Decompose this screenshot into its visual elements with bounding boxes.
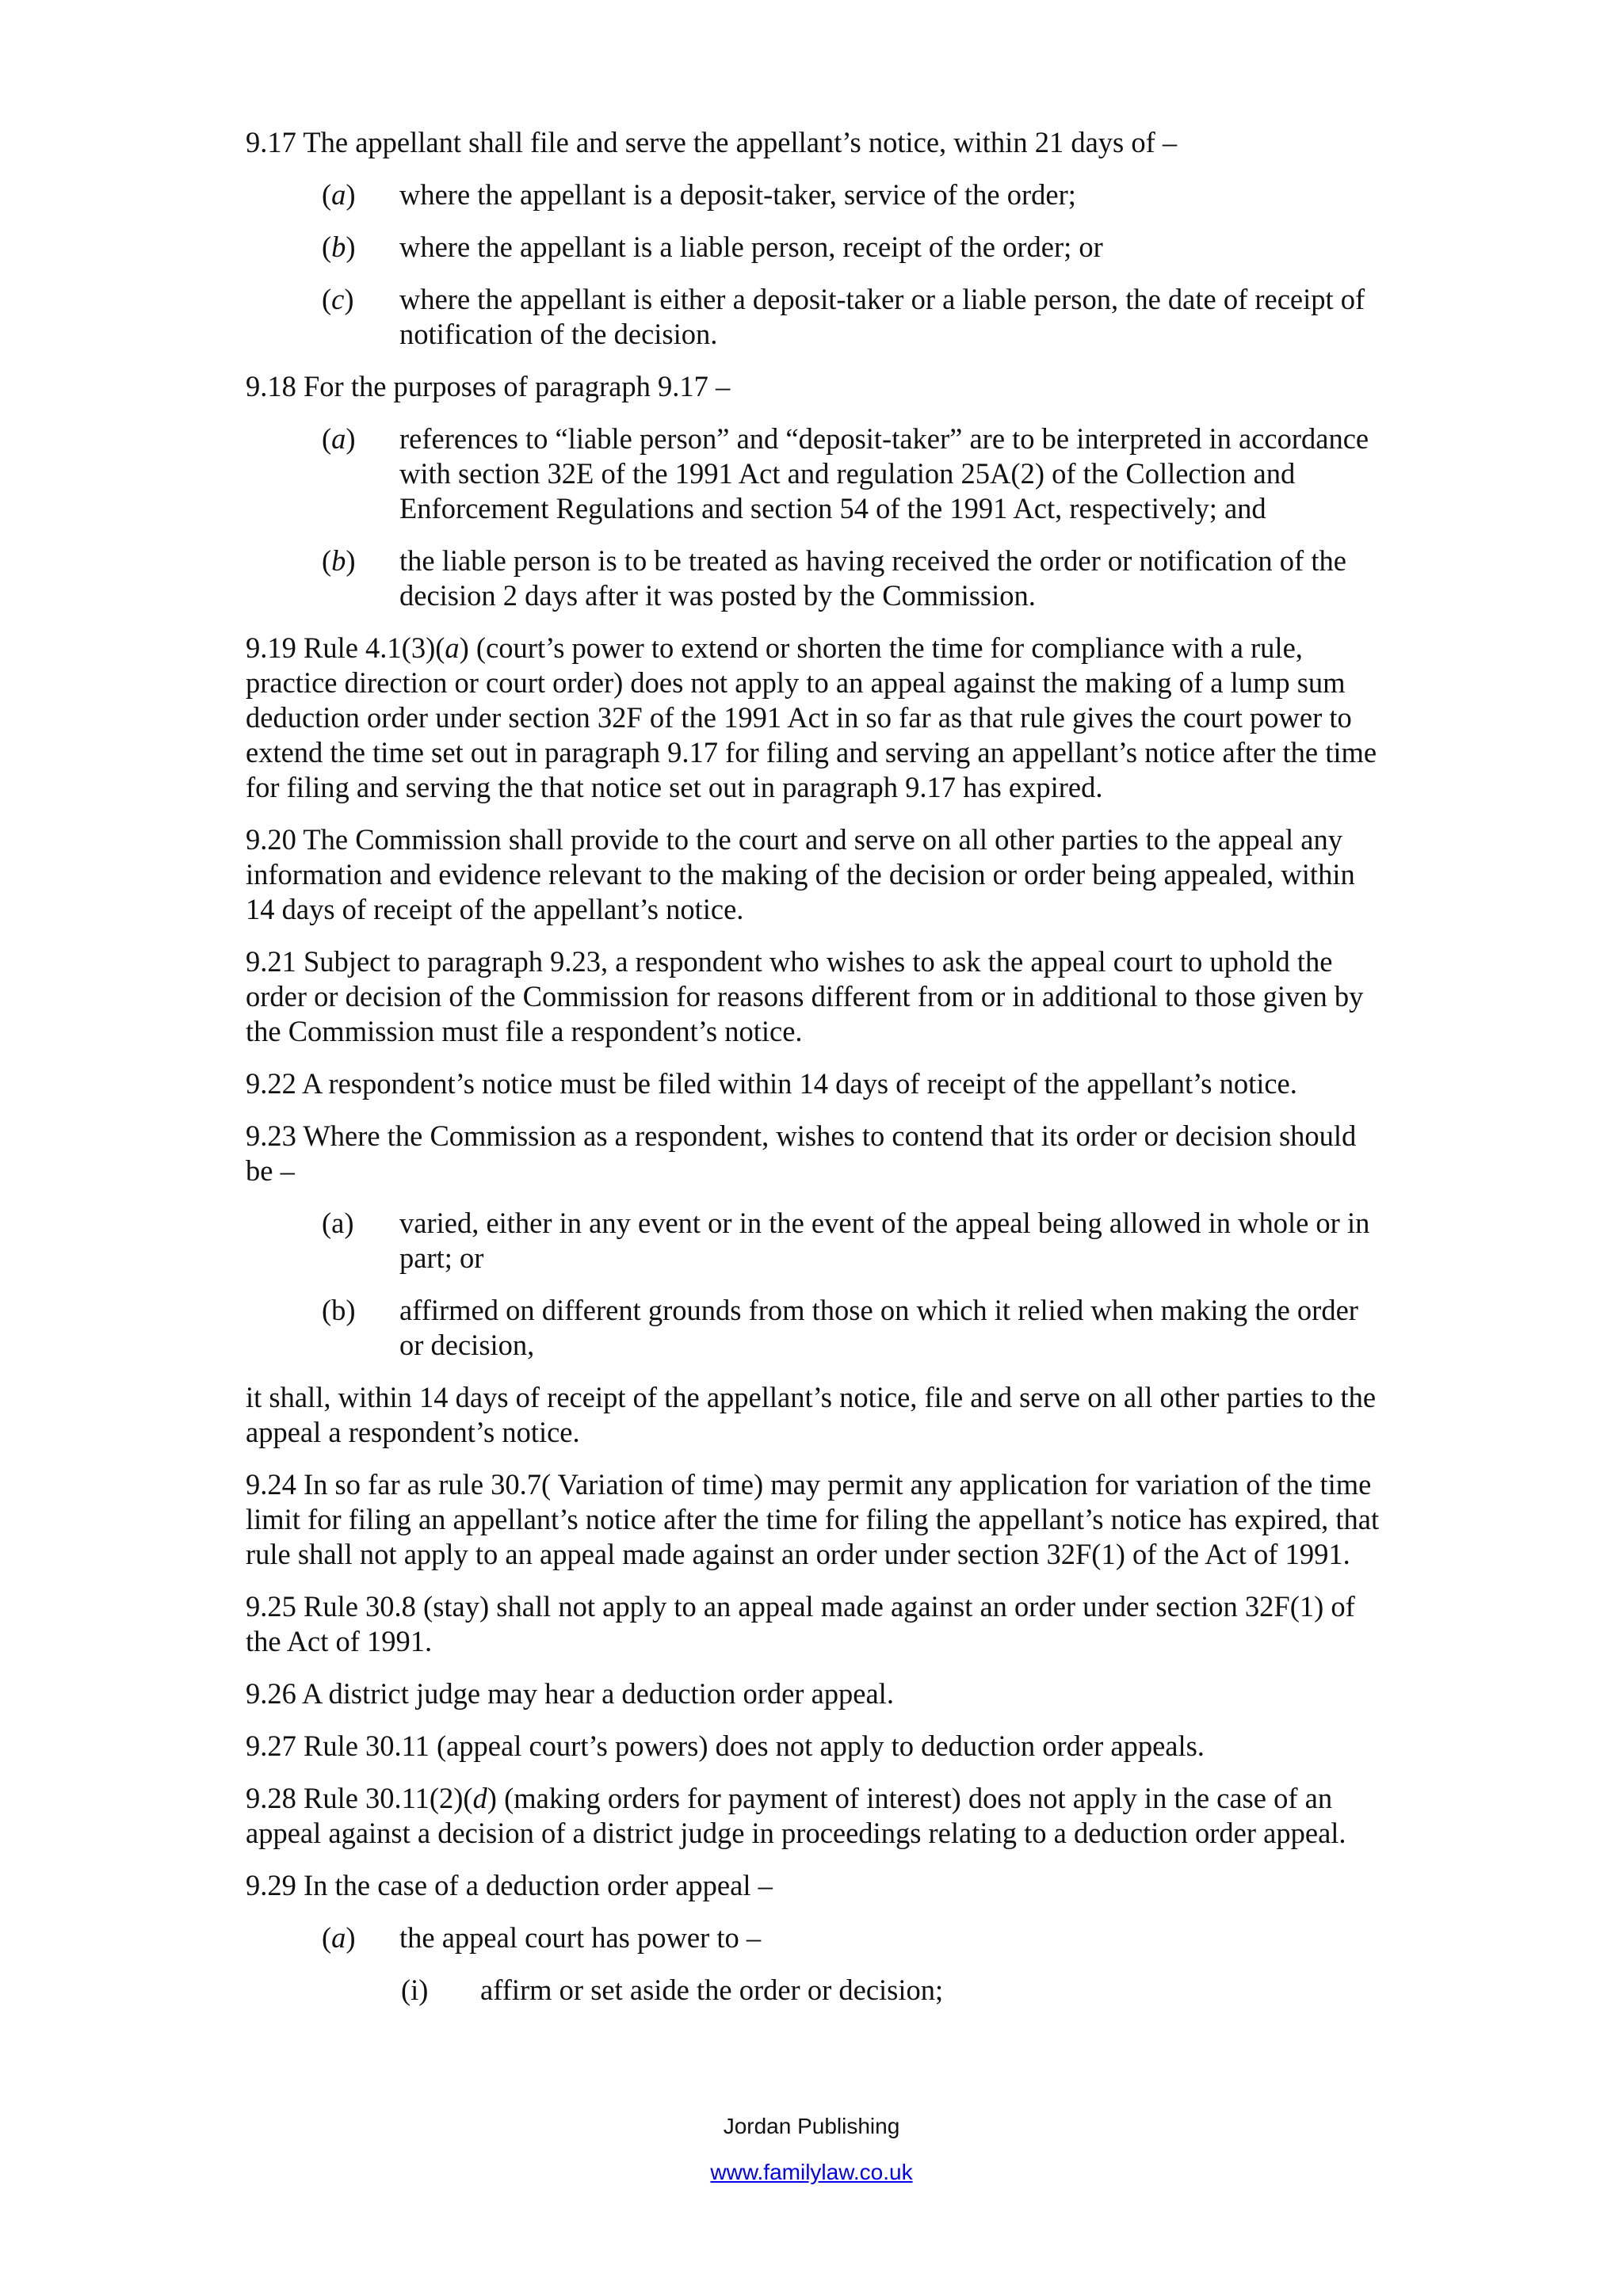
- text-run: 9.19 Rule 4.1(3)(: [246, 631, 445, 664]
- text-run: 9.23 Where the Commission as a respondent, wishes to contend that its order or decision should be –: [246, 1119, 1357, 1187]
- paragraph: [246, 1119, 1387, 1188]
- text-run: ): [346, 1921, 356, 1954]
- text-run: (: [322, 178, 332, 211]
- item-text: [399, 282, 1387, 352]
- paragraph: [246, 1781, 1387, 1851]
- paragraph: [246, 1589, 1387, 1659]
- text-run: where the appellant is either a deposit-taker or a liable person, the date of receipt of notification of the decision.: [399, 283, 1365, 350]
- italic-text: c: [331, 283, 345, 315]
- text-run: ): [346, 544, 356, 577]
- item-label: [322, 1206, 399, 1276]
- text-run: ) (court’s power to extend or shorten the time for compliance with a rule, practice direction or court order) does not apply to an appeal against the making of a lump sum deduction order under section 32F of the 1991 Act in so far as that rule gives the court power to extend the time set out in paragraph 9.17 for filing and serving an appellant’s notice after the time for filing and serving the that notice set out in paragraph 9.17 has expired.: [246, 631, 1377, 803]
- paragraph: [246, 1676, 1387, 1711]
- item-label: [322, 543, 399, 613]
- text-run: (: [322, 231, 332, 263]
- text-run: (: [322, 283, 332, 315]
- italic-text: a: [331, 422, 346, 455]
- text-run: (: [322, 422, 332, 455]
- text-run: 9.17 The appellant shall file and serve the appellant’s notice, within 21 days of –: [246, 126, 1178, 158]
- footer-url-line: [0, 2160, 1623, 2185]
- text-run: (b): [322, 1294, 356, 1326]
- footer-publisher: Jordan Publishing: [723, 2114, 900, 2138]
- italic-text: b: [331, 231, 346, 263]
- italic-text: a: [445, 631, 460, 664]
- item-text: [399, 1206, 1387, 1276]
- item-text: [480, 1973, 1387, 2008]
- text-run: the appeal court has power to –: [399, 1921, 762, 1954]
- sub-item: [246, 230, 1387, 265]
- sub-item: [246, 1293, 1387, 1363]
- item-label: [322, 230, 399, 265]
- text-run: 9.24 In so far as rule 30.7( Variation of time) may permit any application for variation of the time limit for filing an appellant’s notice after the time for filing the appellant’s notice has expired, that rule shall not apply to an appeal made against an order under section 32F(1) of the Act of 1991.: [246, 1468, 1380, 1570]
- italic-text: a: [331, 178, 346, 211]
- text-run: 9.28 Rule 30.11(2)(: [246, 1782, 473, 1814]
- text-run: ): [346, 231, 356, 263]
- item-text: [399, 230, 1387, 265]
- item-label: [322, 1293, 399, 1363]
- paragraph: [246, 1467, 1387, 1572]
- text-run: 9.20 The Commission shall provide to the court and serve on all other parties to the appeal any information and evidence relevant to the making of the decision or order being appealed, within 14 days of receipt of the appellant’s notice.: [246, 823, 1355, 925]
- document-body: [246, 125, 1387, 2025]
- italic-text: a: [331, 1921, 346, 1954]
- item-text: [399, 1293, 1387, 1363]
- sub-sub-item: [246, 1973, 1387, 2008]
- sub-item: [246, 282, 1387, 352]
- text-run: ): [344, 283, 354, 315]
- text-run: it shall, within 14 days of receipt of the appellant’s notice, file and serve on all other parties to the appeal a respondent’s notice.: [246, 1381, 1377, 1448]
- text-run: 9.26 A district judge may hear a deduction order appeal.: [246, 1677, 894, 1710]
- text-run: affirm or set aside the order or decision;: [480, 1974, 944, 2006]
- paragraph: [246, 369, 1387, 404]
- text-run: where the appellant is a liable person, receipt of the order; or: [399, 231, 1103, 263]
- item-text: [399, 421, 1387, 526]
- item-text: [399, 1920, 1387, 1955]
- item-label: [322, 177, 399, 212]
- item-label: [401, 1973, 480, 2008]
- text-run: 9.18 For the purposes of paragraph 9.17 –: [246, 370, 731, 402]
- footer-website-link[interactable]: www.familylaw.co.uk: [710, 2160, 913, 2184]
- paragraph: [246, 944, 1387, 1049]
- italic-text: d: [472, 1782, 487, 1814]
- text-run: where the appellant is a deposit-taker, service of the order;: [399, 178, 1076, 211]
- text-run: 9.21 Subject to paragraph 9.23, a respondent who wishes to ask the appeal court to uphold the order or decision of the Commission for reasons different from or in additional to those given by the Commission must file a respondent’s notice.: [246, 945, 1364, 1047]
- item-label: [322, 282, 399, 352]
- text-run: references to “liable person” and “deposit-taker” are to be interpreted in accordance with section 32E of the 1991 Act and regulation 25A(2) of the Collection and Enforcement Regulations and section 54 of the 1991 Act, respectively; and: [399, 422, 1369, 524]
- text-run: (i): [401, 1974, 429, 2006]
- item-text: [399, 177, 1387, 212]
- sub-item: [246, 177, 1387, 212]
- paragraph: [246, 1380, 1387, 1450]
- text-run: ) (making orders for payment of interest) does not apply in the case of an appeal against a decision of a district judge in proceedings relating to a deduction order appeal.: [246, 1782, 1346, 1849]
- text-run: (: [322, 544, 332, 577]
- text-run: 9.29 In the case of a deduction order appeal –: [246, 1869, 773, 1901]
- item-text: [399, 543, 1387, 613]
- sub-item: [246, 543, 1387, 613]
- text-run: (a): [322, 1207, 354, 1239]
- paragraph: [246, 1066, 1387, 1101]
- text-run: 9.22 A respondent’s notice must be filed within 14 days of receipt of the appellant’s notice.: [246, 1067, 1297, 1100]
- italic-text: b: [331, 544, 346, 577]
- text-run: the liable person is to be treated as having received the order or notification of the decision 2 days after it was posted by the Commission.: [399, 544, 1346, 612]
- item-label: [322, 1920, 399, 1955]
- text-run: ): [346, 422, 356, 455]
- sub-item: [246, 421, 1387, 526]
- text-run: varied, either in any event or in the event of the appeal being allowed in whole or in part; or: [399, 1207, 1370, 1274]
- item-label: [322, 421, 399, 526]
- paragraph: [246, 1729, 1387, 1764]
- text-run: 9.27 Rule 30.11 (appeal court’s powers) does not apply to deduction order appeals.: [246, 1730, 1205, 1762]
- text-run: (: [322, 1921, 332, 1954]
- text-run: affirmed on different grounds from those on which it relied when making the order or decision,: [399, 1294, 1358, 1361]
- text-run: 9.25 Rule 30.8 (stay) shall not apply to an appeal made against an order under section 32F(1) of the Act of 1991.: [246, 1590, 1355, 1657]
- sub-item: [246, 1920, 1387, 1955]
- text-run: ): [346, 178, 356, 211]
- paragraph: [246, 1868, 1387, 1903]
- sub-item: [246, 1206, 1387, 1276]
- paragraph: [246, 822, 1387, 927]
- paragraph: [246, 631, 1387, 805]
- paragraph: [246, 125, 1387, 160]
